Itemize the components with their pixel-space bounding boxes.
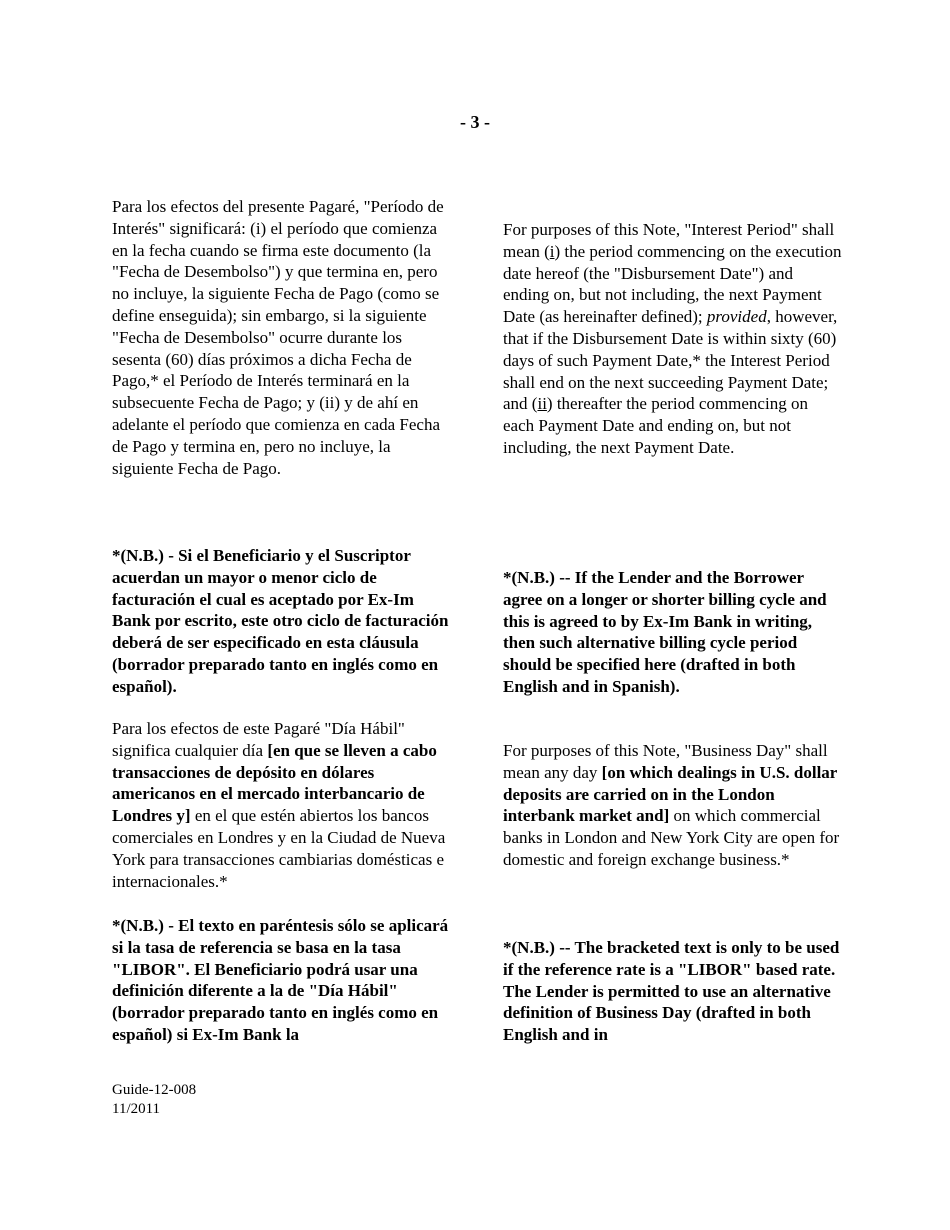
left-business-day-text-1: Para los efectos de este Pagaré "Día Hábil" significa cualquier día [112,719,405,760]
left-business-day-text-2: en el que estén abiertos los bancos comerciales en Londres y en la Ciudad de Nueva York para transacciones cambiarias domésticas e internacionales.* [112,806,446,891]
page-number: - 3 - [460,112,490,132]
footer [112,1081,196,1119]
right-interest-period-provided: provided [706,307,767,327]
right-nb-libor: *(N.B.) -- The bracketed text is only to be used if the reference rate is a "LIBOR" based rate. The Lender is permitted to use an alternative definition of Business Day (drafted in both English and in [503,938,840,1045]
left-business-day-paragraph [112,718,452,892]
right-interest-period-roman-ii: ii [537,394,547,414]
right-business-day-text-2: on which commercial banks in London and New York City are open for domestic and foreign exchange business.* [503,806,840,869]
right-interest-period-text-1: For purposes of this Note, "Interest Period" shall mean ( [503,220,835,261]
left-nb-libor: *(N.B.) - El texto en paréntesis sólo se aplicará si la tasa de referencia se basa en la tasa "LIBOR". El Beneficiario podrá usar una definición diferente a la de "Día Hábil" (borrador preparado tanto en inglés como en español) si Ex-Im Bank la [112,916,449,1044]
right-business-day-bracketed-text: [on which dealings in U.S. dollar deposits are carried on in the London interbank market and] [503,762,838,826]
left-nb-billing-cycle: *(N.B.) - Si el Beneficiario y el Suscriptor acuerdan un mayor o menor ciclo de facturación el cual es aceptado por Ex-Im Bank por escrito, este otro ciclo de facturación deberá de ser especificado en esta cláusula (borrador preparado tanto en inglés como en español). [112,546,449,696]
right-business-day-text-1: For purposes of this Note, "Business Day" shall mean any day [503,741,828,782]
left-interest-period-text: Para los efectos del presente Pagaré, "Período de Interés" significará: (i) el período que comienza en la fecha cuando se firma este documento (la "Fecha de Desembolso") y que termina en, pero no incluye, la siguiente Fecha de Pago (como se define enseguida); sin embargo, si la siguiente "Fecha de Desembolso" ocurre durante los sesenta (60) días próximos a dicha Fecha de Pago,* el Período de Interés terminará en la subsecuente Fecha de Pago; y (ii) y de ahí en adelante el período que comienza en cada Fecha de Pago y termina en, pero no incluye, la siguiente Fecha de Pago. [112,197,444,478]
right-interest-period-roman-i: i [549,241,555,261]
left-interest-period-paragraph [112,196,452,479]
right-interest-period-paragraph [503,219,843,459]
right-nb-billing-cycle: *(N.B.) -- If the Lender and the Borrower agree on a longer or shorter billing cycle and this is agreed to by Ex-Im Bank in writing, then such alternative billing cycle period should be specified here (drafted in both English and in Spanish). [503,568,827,696]
footer-guide-number: Guide-12-008 [112,1082,197,1098]
left-business-day-bracketed-text: [en que se lleven a cabo transacciones de depósito en dólares americanos en el mercado interbancario de Londres y] [112,740,437,826]
footer-date: 11/2011 [112,1101,161,1117]
right-interest-period-text-3: , however, that if the Disbursement Date is within sixty (60) days of such Payment Date,* the Interest Period shall end on the next succeeding Payment Date; and ( [503,307,838,414]
right-interest-period-text-2: ) the period commencing on the execution date hereof (the "Disbursement Date") and ending on, but not including, the next Payment Date (as hereinafter defined); [503,241,842,327]
right-business-day-paragraph [503,740,843,871]
right-interest-period-text-4: ) thereafter the period commencing on each Payment Date and ending on, but not including, the next Payment Date. [503,394,808,457]
